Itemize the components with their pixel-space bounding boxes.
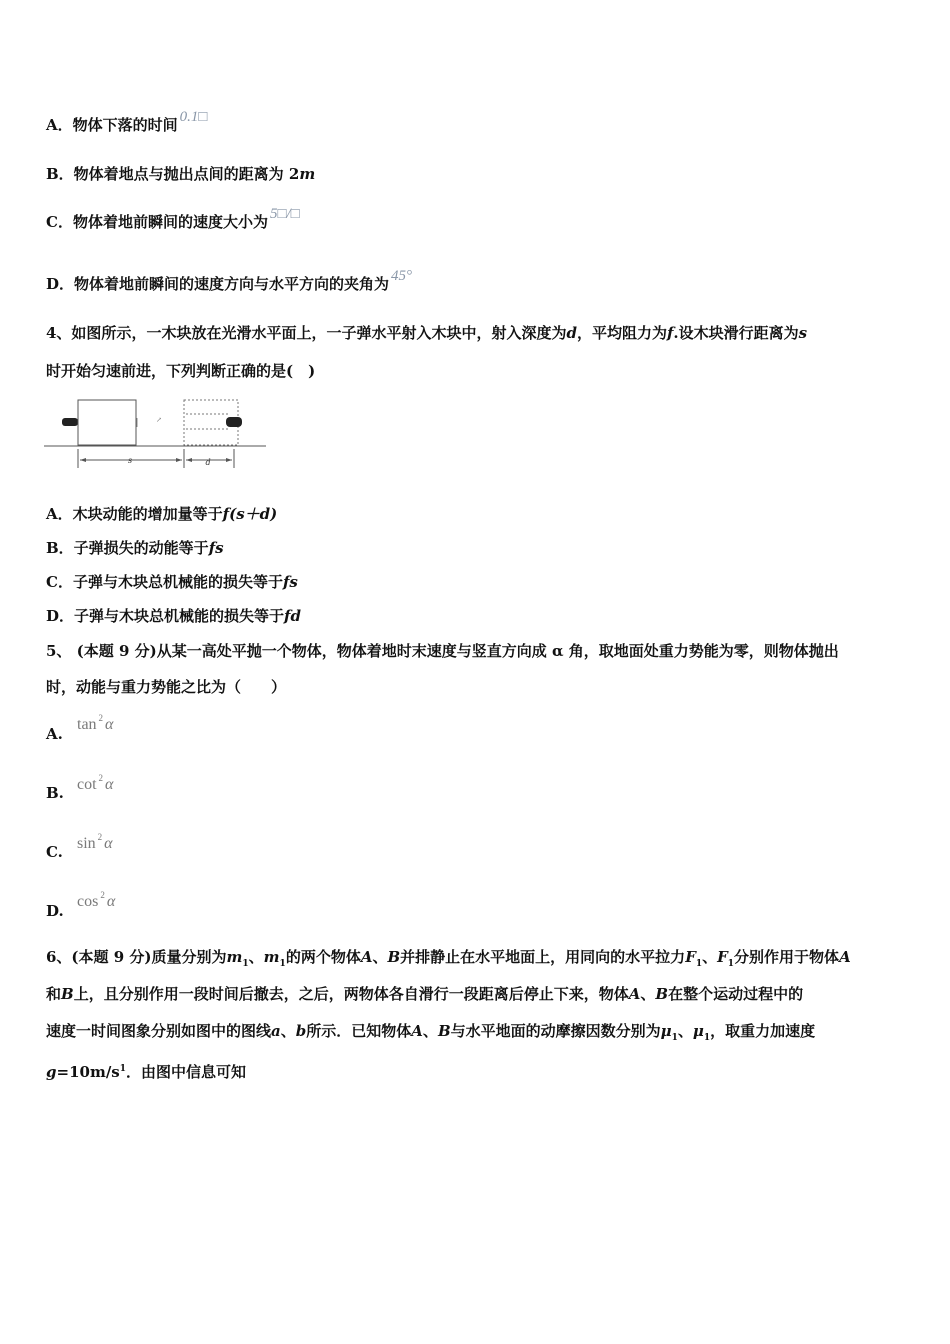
q4-option-c [46,572,298,592]
q5-option-c-var: α [104,835,113,852]
q6-sep-3: 、 [702,948,718,966]
q6-sep-1: 、 [248,948,264,966]
q4-option-b-expr: fs [208,539,224,557]
q6-text-p5: 和 [46,985,62,1003]
q5-option-b-exp: 2 [98,773,104,783]
label-s: s [127,456,133,465]
q6-var-b-1: B [387,948,401,966]
q6-f1: F [685,948,696,966]
velocity-mark: ↗ [156,416,162,424]
q6-mu1: μ [660,1022,672,1040]
q6-var-a-2: A [839,948,851,966]
q4-figure [44,396,270,470]
q6-sep-5: 、 [280,1022,296,1040]
q4-option-c-expr: fs [282,573,298,591]
q4-option-b [46,538,224,558]
q6-sep-4: 、 [640,985,656,1003]
q4-var-d: d [566,324,577,342]
q4-option-a-expr: f(s＋d) [222,505,278,523]
q6-exp: 1 [119,1064,127,1074]
q4-stem-text-b: ，平均阻力为 [576,324,667,342]
q6-sep-6: 、 [422,1022,438,1040]
q6-text-p8: 速度一时间图象分别如图中的图线 [46,1022,272,1040]
q6-text-p11: ，取重力加速度 [710,1022,816,1040]
q5-option-a-func: tan [77,716,97,733]
q3-option-d-label: D．物体着地前瞬间的速度方向与水平方向的夹角为 [46,275,390,293]
q5-option-a-exp: 2 [98,713,104,723]
q3-option-d-formula: 45° [391,268,413,284]
label-d: d [205,458,211,467]
q5-option-b-formula [77,773,113,794]
q6-m2: m [263,948,280,966]
q6-var-b-4: B [437,1022,451,1040]
q5-option-b-label: B. [46,784,64,802]
q6-var-b-2: B [61,985,74,1003]
q6-m1: m [226,948,243,966]
q4-stem-line2: 时开始匀速前进，下列判断正确的是( ) [46,362,316,380]
q6-f2: F [717,948,728,966]
block-initial [78,400,136,445]
q5-option-c-formula [77,832,113,853]
q6-f1-sub: 1 [695,959,703,969]
q6-text-p7: 在整个运动过程中的 [668,985,804,1003]
q6-m1-sub: 1 [242,959,249,969]
q5-option-b-var: α [105,776,114,793]
q4-option-d-expr: fd [284,607,301,625]
q3-option-c-label: C．物体着地前瞬间的速度大小为 [46,213,268,231]
bullet-final [226,417,242,427]
q5-option-c-func: sin [77,835,96,852]
q4-var-f: f [666,324,674,342]
q5-option-d-label: D. [46,902,64,920]
q5-option-a-var: α [105,716,114,733]
q6-g: g [46,1063,57,1081]
s-arrow-right [176,458,182,462]
q5-option-d-func: cos [77,893,99,910]
q6-text-p9: 所示．已知物体 [306,1022,412,1040]
q6-line-a: a [271,1022,281,1040]
q4-option-d [46,606,301,626]
q5-option-c-label: C. [46,843,63,861]
q4-option-a-label: A．木块动能的增加量等于 [46,505,223,523]
q4-option-b-label: B．子弹损失的动能等于 [46,539,209,557]
q5-option-d-var: α [106,893,116,910]
q5-stem-line2: 时，动能与重力势能之比为（ ） [46,678,287,696]
q3-option-a-label: A．物体下落的时间 [46,116,178,134]
q6-text-p1: 6、(本题 9 分)质量分别为 [46,948,227,966]
q6-var-a-1: A [360,948,373,966]
q6-m2-sub: 1 [279,959,286,969]
q6-f2-sub: 1 [727,959,735,969]
q4-stem-text-a: 4、如图所示，一木块放在光滑水平面上，一子弹水平射入木块中，射入深度为 [46,324,567,342]
d-arrow-right [226,458,232,462]
q5-option-a-formula [77,713,113,734]
q6-line1 [46,947,851,974]
q5-option-a-label: A. [46,725,63,743]
q4-stem-text-c: .设木块滑行距离为 [673,324,799,342]
q4-option-a [46,504,277,524]
q3-option-d [46,268,413,295]
q5-option-b-func: cot [77,776,97,793]
q3-option-b-label: B．物体着地点与抛出点间的距离为 2 [46,165,300,183]
q6-sep-2: 、 [372,948,388,966]
q5-option-c-exp: 2 [97,832,103,842]
q6-var-b-3: B [655,985,669,1003]
s-arrow-left [80,458,86,462]
q6-line4 [46,1059,246,1082]
q3-option-b-unit: m [299,165,316,183]
q3-option-a [46,109,208,136]
q6-mu1-sub: 1 [671,1033,678,1043]
q6-text-p10: 与水平地面的动摩擦因数分别为 [450,1022,661,1040]
bullet-initial [62,418,78,426]
q3-option-a-formula: 0.1□ [179,109,208,125]
q6-text-p2: 的两个物体 [285,948,361,966]
q5-option-d-formula [77,890,115,911]
q6-mu2: μ [692,1022,704,1040]
q4-option-c-label: C．子弹与木块总机械能的损失等于 [46,573,283,591]
q4-stem-line1 [46,323,807,343]
d-arrow-left [186,458,192,462]
q5-stem-line1: 5、 (本题 9 分)从某一高处平抛一个物体，物体着地时末速度与竖直方向成 α 角，取地面处重力势能为零，则物体抛出 [46,642,839,660]
q6-text-p13: ．由图中信息可知 [126,1063,247,1081]
q4-var-s: s [798,324,808,342]
q3-option-c [46,206,300,233]
q6-line2 [46,984,803,1004]
q6-line-b: b [295,1022,307,1040]
q4-option-d-label: D．子弹与木块总机械能的损失等于 [46,607,285,625]
q5-option-d-exp: 2 [100,890,105,900]
q3-option-c-formula: 5□/□ [269,206,300,222]
q6-text-p3: 并排静止在水平地面上，用同向的水平拉力 [400,948,686,966]
q6-mu2-sub: 1 [703,1033,711,1043]
q6-text-p4: 分别作用于物体 [734,948,840,966]
q6-var-a-4: A [411,1022,423,1040]
q6-text-p12: =10m/s [56,1063,120,1081]
q6-sep-7: 、 [677,1022,693,1040]
q6-text-p6: 上，且分别作用一段时间后撤去，之后，两物体各自滑行一段距离后停止下来，物体 [73,985,629,1003]
q3-option-b [46,164,315,184]
q6-line3 [46,1021,815,1048]
q6-var-a-3: A [628,985,641,1003]
